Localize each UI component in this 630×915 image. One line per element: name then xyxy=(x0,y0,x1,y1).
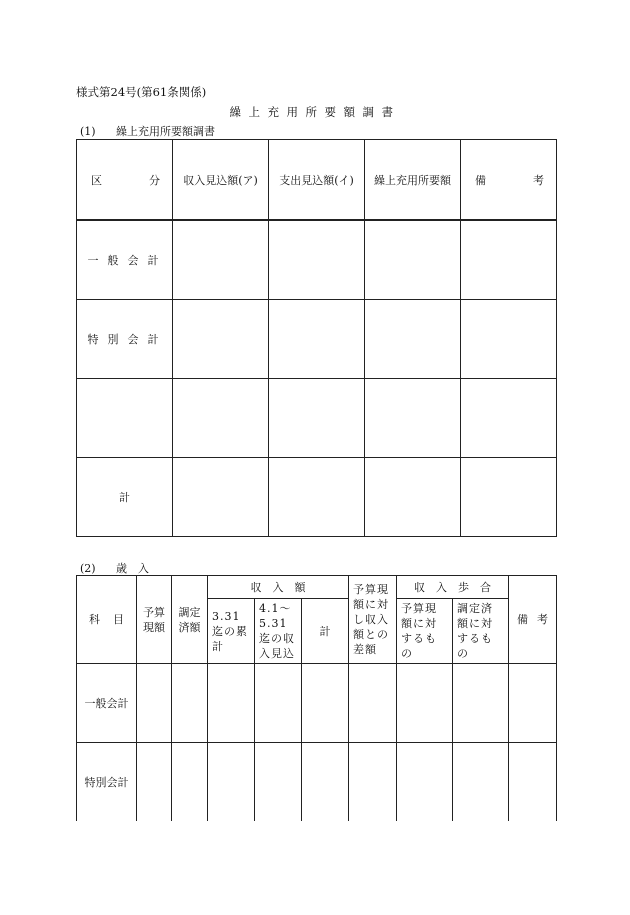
header-remarks2 xyxy=(509,576,557,664)
header-difference: 予算現額に対し収入額との差額 xyxy=(349,576,397,664)
cell xyxy=(269,458,365,537)
cell xyxy=(208,743,255,822)
section1-number: (1) xyxy=(80,125,96,138)
cell xyxy=(461,458,557,537)
cell xyxy=(453,664,509,743)
section2-title: 歳 入 xyxy=(116,562,149,575)
header-ratio-budget: 予算現額に対するもの xyxy=(397,599,453,664)
section2-heading xyxy=(80,560,149,576)
cell xyxy=(302,743,349,822)
header-forecast: 4.1～5.31迄の収入見込 xyxy=(255,599,302,664)
header-kubun-left: 区 xyxy=(91,173,102,187)
row-label-blank xyxy=(77,379,173,458)
row-label-general-account: 一般会計 xyxy=(77,220,173,300)
cell xyxy=(269,379,365,458)
cell xyxy=(349,664,397,743)
cell xyxy=(137,743,172,822)
document-title: 繰上充用所要額調書 xyxy=(229,105,401,119)
section1-heading xyxy=(80,123,215,139)
table2-header-row-top xyxy=(77,576,557,599)
header-kubun xyxy=(77,140,173,221)
row-label-total: 計 xyxy=(77,458,173,537)
header-revenue-group: 収 入 額 xyxy=(208,576,349,599)
header-assessed-amount: 調定済額 xyxy=(172,576,208,664)
header-subject xyxy=(77,576,137,664)
cell xyxy=(461,379,557,458)
table1-row-general xyxy=(77,220,557,300)
cell xyxy=(349,743,397,822)
table1-row-blank xyxy=(77,379,557,458)
row-label-general-account: 一般会計 xyxy=(77,664,137,743)
cell xyxy=(137,664,172,743)
cell xyxy=(173,458,269,537)
table1-row-special xyxy=(77,300,557,379)
required-amount-table xyxy=(76,139,557,537)
header-remarks-right: 考 xyxy=(533,173,544,187)
header-remarks2-right: 考 xyxy=(537,613,549,626)
cell xyxy=(302,664,349,743)
cell xyxy=(172,664,208,743)
cell xyxy=(461,220,557,300)
header-expense-forecast: 支出見込額(イ) xyxy=(269,140,365,221)
header-ratio-group: 収 入 歩 合 xyxy=(397,576,509,599)
cell xyxy=(365,379,461,458)
form-label: 様式第24号(第61条関係) xyxy=(76,85,207,99)
header-required-amount: 繰上充用所要額 xyxy=(365,140,461,221)
header-kubun-right: 分 xyxy=(149,173,160,187)
section1-title: 繰上充用所要額調書 xyxy=(116,125,215,138)
header-cumulative: 3.31迄の累計 xyxy=(208,599,255,664)
cell xyxy=(255,664,302,743)
cell xyxy=(172,743,208,822)
cell xyxy=(255,743,302,822)
cell xyxy=(397,664,453,743)
row-label-special-account: 特別会計 xyxy=(77,300,173,379)
cell xyxy=(173,379,269,458)
cell xyxy=(173,220,269,300)
cell xyxy=(208,664,255,743)
header-remarks xyxy=(461,140,557,221)
cell xyxy=(397,743,453,822)
cell xyxy=(509,743,557,822)
header-subject-right: 目 xyxy=(113,613,124,626)
table1-row-total xyxy=(77,458,557,537)
cell xyxy=(269,300,365,379)
header-remarks2-left: 備 xyxy=(517,613,529,626)
cell xyxy=(509,664,557,743)
table1-header-row xyxy=(77,140,557,221)
header-remarks-left: 備 xyxy=(475,173,486,187)
cell xyxy=(365,220,461,300)
cell xyxy=(453,743,509,822)
cell xyxy=(365,300,461,379)
table2-row-general xyxy=(77,664,557,743)
revenue-table xyxy=(76,575,557,821)
cell xyxy=(269,220,365,300)
cell xyxy=(461,300,557,379)
header-budget-amount: 予算現額 xyxy=(137,576,172,664)
header-total: 計 xyxy=(302,599,349,664)
table2-row-special xyxy=(77,743,557,822)
cell xyxy=(173,300,269,379)
row-label-special-account: 特別会計 xyxy=(77,743,137,822)
header-revenue-forecast: 収入見込額(ア) xyxy=(173,140,269,221)
header-subject-left: 科 xyxy=(89,613,100,626)
cell xyxy=(365,458,461,537)
section2-number: (2) xyxy=(80,562,96,575)
header-ratio-assessed: 調定済額に対するもの xyxy=(453,599,509,664)
